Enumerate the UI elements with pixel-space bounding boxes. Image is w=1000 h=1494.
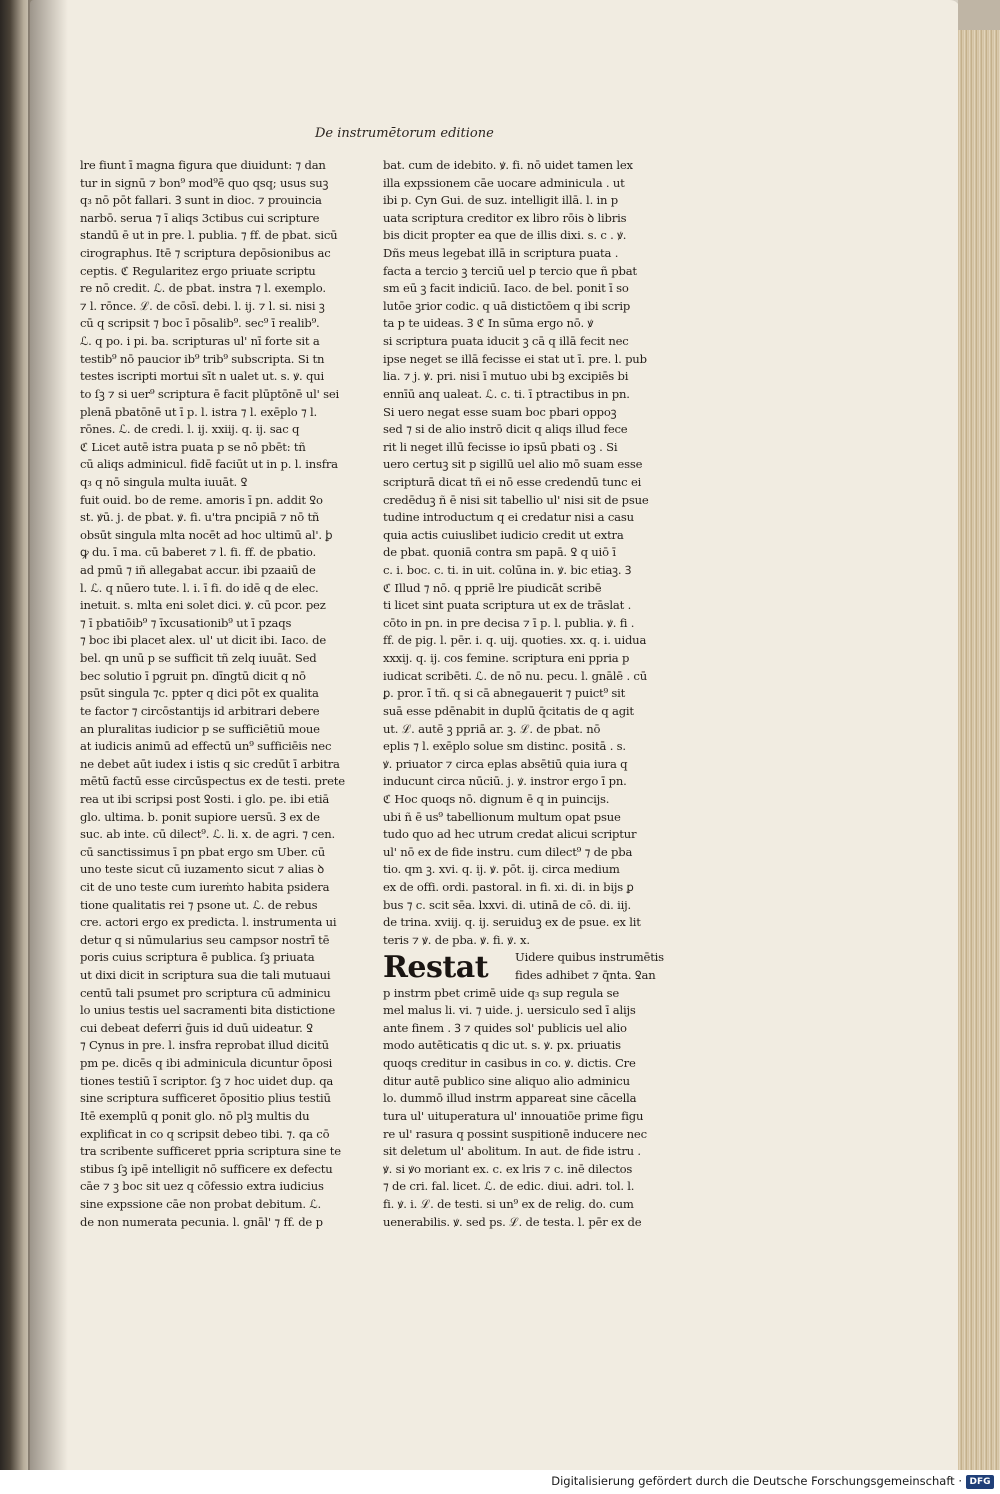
text-line: Itē exemplū q ponit glo. nō plꝫ multis du <box>80 1108 310 1123</box>
text-line: ul' nō ex de fide instru. cum dilect⁹ ⁊ de pba <box>383 844 633 859</box>
text-line: uenerabilis. ꝟ. sed ps. ℒ. de testa. l. pēr ex de <box>383 1214 642 1229</box>
text-line: suā esse pdēnabit in duplū q̄citatis de q agit <box>383 703 634 718</box>
text-line: de pbat. quoniā contra sm papā. Ꝿ q uiō ī <box>383 545 616 560</box>
text-line: ennīū anq ualeat. ℒ. c. ti. ī ptractibus in pn. <box>383 386 630 401</box>
text-line: detur q si nūmularius seu campsor nostrī tē <box>80 932 330 947</box>
text-line: ⁊ de cri. fal. licet. ℒ. de edic. diui. adri. tol. l. <box>383 1179 635 1194</box>
text-line: inducunt circa nūciū. j. ꝟ. instror ergo ī pn. <box>383 774 627 789</box>
text-line: cū q scripsit ⁊ boc ī pōsalib⁹. sec⁹ ī realib⁹. <box>80 316 320 331</box>
text-line: c. i. boc. c. ti. in uit. colūna in. ꝟ. bic etiaꝫ. Ꝫ <box>383 563 632 578</box>
text-line: st. ꝟū. j. de pbat. ꝟ. fi. u'tra pncipiā ⁊ nō tñ <box>80 510 320 525</box>
text-line: ⁊ boc ibi placet alex. ul' ut dicit ibi. Iaco. de <box>80 633 327 648</box>
text-line: ⁊ ī pbatiōib⁹ ⁊ īxcusationib⁹ ut ī pzaqs <box>80 615 292 630</box>
section-opening <box>383 949 664 986</box>
text-line: eplis ⁊ l. exēplo solue sm distinc. positā . s. <box>383 739 626 754</box>
text-line: ℭ Hoc quoqs nō. dignum ē q in puincijs. <box>383 791 610 806</box>
text-line: p instrm pbet crimē uide q₃ sup regula se <box>383 985 620 1000</box>
text-line: sine scriptura sufficeret ōpositio plius testiū <box>80 1091 331 1106</box>
text-line: centū tali psumet pro scriptura cū adminicu <box>80 985 331 1000</box>
text-line: ℒ. q po. i pi. ba. scripturas ul' nī forte sit a <box>80 334 320 349</box>
text-line: ibi p. Cyn Gui. de suz. intelligit illā. l. in p <box>383 193 619 208</box>
text-line: bis dicit propter ea que de illis dixi. s. c . ꝟ. <box>383 228 627 243</box>
text-line: l. ℒ. q nūero tute. l. i. ī fi. do idē q de elec. <box>80 580 319 595</box>
text-line: facta a tercio ꝫ terciū uel p tercio que ñ pbat <box>383 263 637 278</box>
text-line: si scriptura puata iducit ꝫ cā q illā fecit nec <box>383 334 629 349</box>
text-line: lutōe ꝫrior codic. q uā distictōem q ibi scrip <box>383 298 631 313</box>
text-line: modo autēticatis q dic ut. s. ꝟ. px. priuatis <box>383 1038 621 1053</box>
text-line: q₃ q nō singula multa iuuāt. Ꝿ <box>80 474 248 489</box>
text-line: fides adhibet ⁊ q̄nta. Ꝿan <box>515 968 656 983</box>
text-line: fuit ouid. bo de reme. amoris ī pn. addit Ꝿo <box>80 492 323 507</box>
text-line: Si uero negat esse suam boc pbari oppoꝫ <box>383 404 617 419</box>
text-line: illa expssionem cāe uocare adminicula . ut <box>383 175 625 190</box>
text-line: credēduꝫ ñ ē nisi sit tabellio ul' nisi sit de psue <box>383 492 649 507</box>
running-header: De instrumētorum editione <box>315 126 494 141</box>
text-line: Uidere quibus instrumētis <box>515 950 664 965</box>
text-line: ℭ Licet autē istra puata p se nō pbēt: tñ <box>80 439 306 454</box>
text-line: de non numerata pecunia. l. gnāl' ⁊ ff. de p <box>80 1214 323 1229</box>
text-line: cū aliqs adminicul. fidē faciūt ut in p. l. insfra <box>80 457 338 472</box>
text-line: plenā pbatōnē ut ī p. l. istra ⁊ l. exēplo ⁊ l. <box>80 404 318 419</box>
text-line: sine expssione cāe non probat debitum. ℒ. <box>80 1196 322 1211</box>
text-line: tudine introductum q ei credatur nisi a casu <box>383 510 634 525</box>
text-line: ꝙ du. ī ma. cū baberet ⁊ l. fi. ff. de pbatio. <box>80 545 316 560</box>
text-line: tura ul' uituperatura ul' innouatiōe prime figu <box>383 1108 644 1123</box>
text-line: ubi ñ ē us⁹ tabellionum multum opat psue <box>383 809 621 824</box>
text-line: sit deletum ul' abolitum. In aut. de fide istru . <box>383 1144 641 1159</box>
text-line: to ſꝫ ⁊ si uer⁹ scriptura ē facit plūptōnē ul' sei <box>80 386 340 401</box>
text-line: tione qualitatis rei ⁊ psone ut. ℒ. de rebus <box>80 897 318 912</box>
text-line: cāe ⁊ ꝫ boc sit uez q cōfessio extra iudicius <box>80 1179 324 1194</box>
text-line: ipse neget se illā fecisse ei stat ut ī. pre. l. pub <box>383 351 647 366</box>
text-line: stibus ſꝫ ipē intelligit nō sufficere ex defectu <box>80 1161 333 1176</box>
text-line: sed ⁊ si de alio instrō dicit q aliqs illud fece <box>383 422 628 437</box>
text-line: tio. qm ꝫ. xvi. q. ij. ꝟ. pōt. ij. circa medium <box>383 862 620 877</box>
text-line: ad pmū ⁊ iñ allegabat accur. ibi pzaaiū de <box>80 563 316 578</box>
text-line: cōto in pn. in pre decisa ⁊ ī p. l. publia. ꝟ. fi . <box>383 615 635 630</box>
text-line: an pluralitas iudicior p se sufficiētiū moue <box>80 721 320 736</box>
text-line: re nō credit. ℒ. de pbat. instra ⁊ l. exemplo. <box>80 281 326 296</box>
text-line: explificat in co q scripsit debeo tibi. ⁊. qa cō <box>80 1126 330 1141</box>
right-column <box>383 157 664 1231</box>
text-line: poris cuius scriptura ē publica. ſꝫ priuata <box>80 950 315 965</box>
text-line: rea ut ibi scripsi post Ꝿosti. i glo. pe. ibi etiā <box>80 791 330 806</box>
text-line: cre. actori ergo ex predicta. l. instrumenta ui <box>80 915 337 930</box>
text-line: ꝟ. si ꝟo moriant ex. c. ex lris ⁊ c. inē dilectos <box>383 1161 633 1176</box>
text-line: ℭ Illud ⁊ nō. q ppriē lre piudicāt scribē <box>383 580 602 595</box>
text-line: uata scriptura creditor ex libro rōis ꝺ libris <box>383 210 627 225</box>
text-line: ꝟ. priuator ⁊ circa eplas absētiū quia iura q <box>383 756 628 771</box>
text-line: rōnes. ℒ. de credi. l. ij. xxiij. q. ij. sac q <box>80 422 300 437</box>
text-line: q₃ nō pōt fallari. Ꝫ sunt in dioc. ⁊ prouincia <box>80 193 322 208</box>
text-line: narbō. serua ⁊ ī aliqs 3ctibus cui scripture <box>80 210 320 225</box>
text-line: bel. qn unū p se sufficit tñ zelq iuuāt. Sed <box>80 651 317 666</box>
text-line: fi. ꝟ. i. ℒ. de testi. si un⁹ ex de relig. do. cum <box>383 1196 634 1211</box>
text-line: ff. de pig. l. pēr. i. q. uij. quoties. xx. q. i. uidua <box>383 633 647 648</box>
text-line: ante finem . Ꝫ ⁊ quides sol' publicis uel alio <box>383 1020 627 1035</box>
text-line: te factor ⁊ circōstantijs id arbitrari debere <box>80 703 320 718</box>
text-line: uno teste sicut cū iuzamento sicut ⁊ alias ꝺ <box>80 862 325 877</box>
text-line: suc. ab inte. cū dilect⁹. ℒ. li. x. de agri. ⁊ cen. <box>80 827 335 842</box>
left-column <box>80 157 345 1231</box>
text-line: iudicat scribēti. ℒ. de nō nu. pecu. l. gnālē . cū <box>383 668 647 683</box>
text-line: ditur autē publico sine aliquo alio adminicu <box>383 1073 630 1088</box>
text-line: obsūt singula mlta nocēt ad hoc ultimū al'. ꝧ <box>80 527 333 542</box>
text-line: lo unius testis uel sacramenti bita distictione <box>80 1003 336 1018</box>
text-line: ⁊ l. rōnce. ℒ. de cōsī. debi. l. ij. ⁊ l. si. nisi ꝫ <box>80 298 325 313</box>
text-line: ut dixi dicit in scriptura sua die tali mutuaui <box>80 968 331 983</box>
text-line: mel malus li. vi. ⁊ uide. j. uersiculo sed ī alijs <box>383 1003 636 1018</box>
page-edges <box>958 30 1000 1470</box>
text-line: psūt singula ⁊c. ppter q dici pōt ex qualita <box>80 686 319 701</box>
text-line: quoqs creditur in casibus in co. ꝟ. dictis. Cre <box>383 1056 636 1071</box>
text-line: bus ⁊ c. scit sēa. lxxvi. di. utinā de cō. di. iij. <box>383 897 632 912</box>
text-line: de trina. xviij. q. ij. seruiduꝫ ex de psue. ex lit <box>383 915 641 930</box>
text-line: tiones testiū ī scriptor. ſꝫ ⁊ hoc uidet dup. qa <box>80 1073 334 1088</box>
text-line: lia. ⁊ j. ꝟ. pri. nisi ī mutuo ubi bꝫ excipiēs bi <box>383 369 629 384</box>
text-line: xxxij. q. ij. cos femine. scriptura eni ppria p <box>383 651 630 666</box>
text-line: rit li neget illū fecisse io ipsū pbati oꝫ . Si <box>383 439 618 454</box>
text-line: ta p te uideas. Ꝫ ℭ In sūma ergo nō. ꝟ <box>383 316 594 331</box>
text-line: Dñs meus legebat illā in scriptura puata . <box>383 246 619 261</box>
text-line: cit de uno teste cum iureṁto habita psidera <box>80 879 330 894</box>
text-line: standū ē ut in pre. l. publia. ⁊ ff. de pbat. sicū <box>80 228 338 243</box>
text-line: ceptis. ℭ Regularitez ergo priuate scriptu <box>80 263 316 278</box>
text-line: cū sanctissimus ī pn pbat ergo sm Uber. cū <box>80 844 325 859</box>
text-line: tra scribente sufficeret ppria scriptura sine te <box>80 1144 341 1159</box>
text-line: re ul' rasura q possint suspitionē inducere nec <box>383 1126 647 1141</box>
footer-bar <box>0 1470 1000 1494</box>
text-line: tudo quo ad hec utrum credat alicui scriptur <box>383 827 637 842</box>
text-line: ti licet sint puata scriptura ut ex de trāslat . <box>383 598 632 613</box>
text-line: quia actis cuiuslibet iudicio credit ut extra <box>383 527 624 542</box>
text-line: inetuit. s. mlta eni solet dici. ꝟ. cū pcor. pez <box>80 598 326 613</box>
text-line: bec solutio ī pgruit pn. dīngtū dicit q nō <box>80 668 306 683</box>
text-line: mētū factū esse circūspectus ex de testi. prete <box>80 774 345 789</box>
section-initial-word: Restat <box>383 950 489 986</box>
page-edges-top <box>958 0 1000 32</box>
text-line: ne debet aūt iudex i istis q sic credūt ī arbitra <box>80 756 340 771</box>
text-line: ꝑ. pror. ī tñ. q si cā abnegauerit ⁊ puict⁹ sit <box>383 686 626 701</box>
text-line: ex de offi. ordi. pastoral. in fi. xi. di. in bijs ꝑ <box>383 879 634 894</box>
dfg-logo: DFG <box>966 1475 994 1489</box>
text-line: cirographus. Itē ⁊ scriptura depōsionibus ac <box>80 246 331 261</box>
text-line: at iudicis animū ad effectū un⁹ sufficiēis nec <box>80 739 332 754</box>
text-line: uero certuꝫ sit p sigillū uel alio mō suam esse <box>383 457 643 472</box>
text-line: testib⁹ nō paucior ib⁹ trib⁹ subscripta. Si tn <box>80 351 325 366</box>
text-line: scripturā dicat tñ ei nō esse credendū tunc ei <box>383 474 642 489</box>
text-line: sm eū ꝫ facit indiciū. Iaco. de bel. ponit ī so <box>383 281 629 296</box>
text-line: tur in signū ⁊ bon⁹ mod⁹ē quo qsq; usus suꝫ <box>80 175 329 190</box>
gutter-shadow <box>28 0 68 1470</box>
text-line: lo. dummō illud instrm appareat sine cācella <box>383 1091 637 1106</box>
text-line: teris ⁊ ꝟ. de pba. ꝟ. fi. ꝟ. x. <box>383 932 530 947</box>
text-line: lre fiunt ī magna figura que diuidunt: ⁊ dan <box>80 158 326 172</box>
text-line: cui debeat deferri ḡuis id duū uideatur. Ꝿ <box>80 1020 313 1035</box>
text-line: bat. cum de idebito. ꝟ. fi. nō uidet tamen lex <box>383 158 633 172</box>
text-line: testes iscripti mortui sīt n ualet ut. s. ꝟ. qui <box>80 369 324 384</box>
text-line: ⁊ Cynus in pre. l. insfra reprobat illud dicitū <box>80 1038 329 1053</box>
text-line: pm pe. dicēs q ibi adminicula dicuntur ōposi <box>80 1056 333 1071</box>
funding-credit: Digitalisierung gefördert durch die Deutsche Forschungsgemeinschaft · <box>551 1474 962 1488</box>
text-line: glo. ultima. b. ponit supiore uersū. Ꝫ ex de <box>80 809 320 824</box>
text-line: ut. ℒ. autē ꝫ ppriā ar. ꝫ. ℒ. de pbat. nō <box>383 721 601 736</box>
